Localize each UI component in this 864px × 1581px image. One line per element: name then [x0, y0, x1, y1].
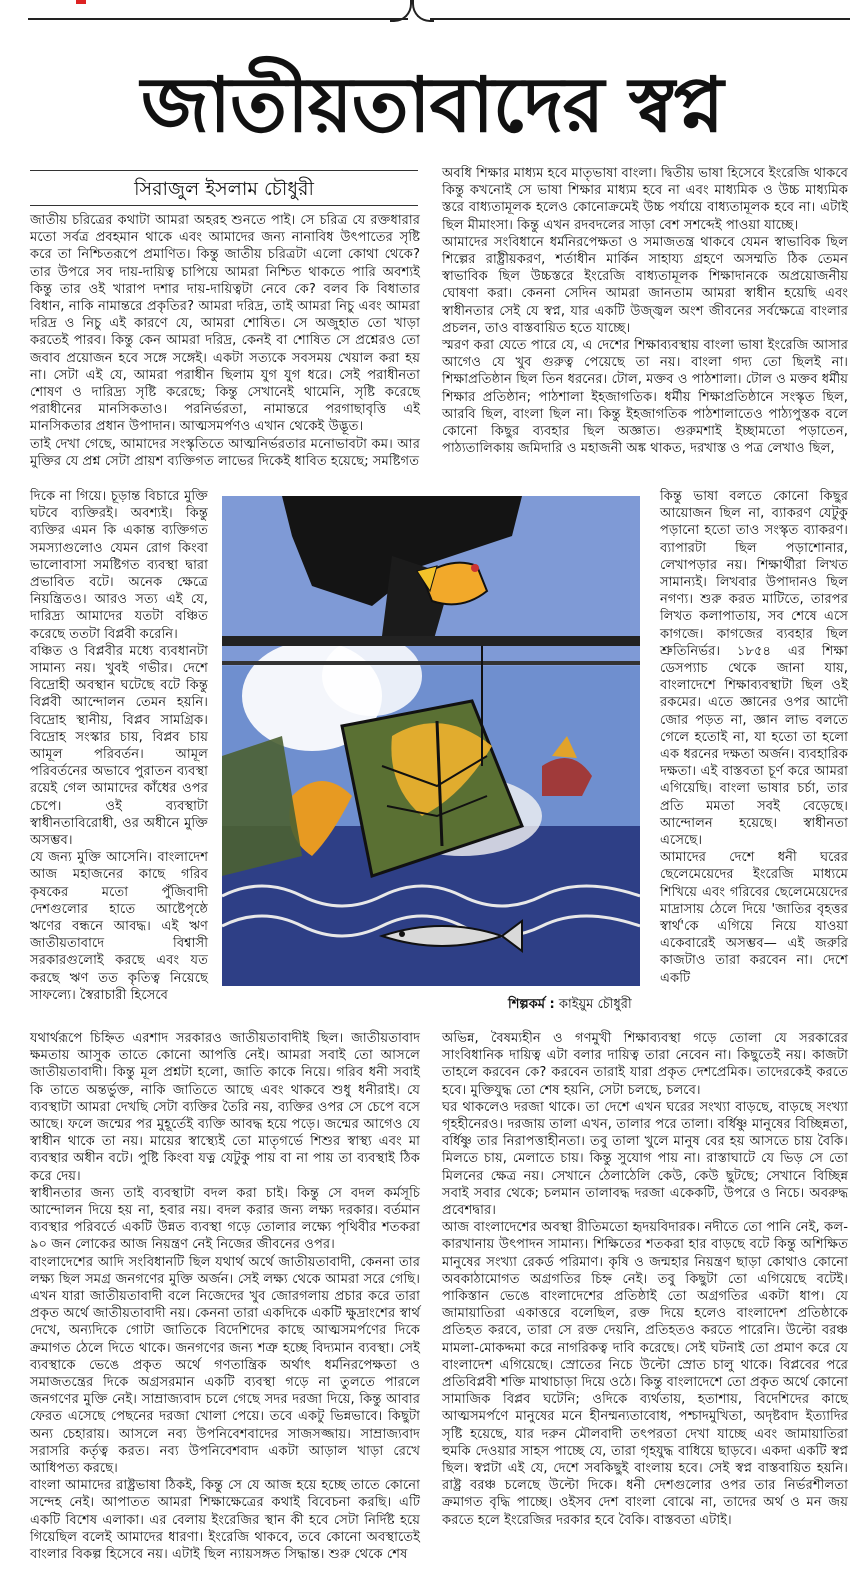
paragraph: ঘর থাকলেও দরজা থাকে। তা দেশে এখন ঘরের সংখ্যা বাড়ছে, বাড়ছে সংখ্যা গৃহহীনেরও। দরজায় তালা এখন, তালার পরে তালা। বর্ধিষ্ণু মানুষের বিচ্ছিন্নতা, বর্ধিষ্ণু তার নিরাপত্তাহীনতা। তবু তালা খুলে মানুষ বের হয় আসতে চায় বৈকি। মিলতে চায়, মেলাতে চায়। কিন্তু সুযোগ পায় না। রাস্তাঘাটে যে ভিড় সে তো মিলনের ক্ষেত্র নয়। সেখানে ঠেলাঠেলি কেউ, কেউ ছুটছে; সেখানে বিচ্ছিন্ন সবাই সবার থেকে; চলমান তালাবদ্ধ দরজা একেকটি, উপরে ও নিচে। অবরুদ্ধ প্রবেশদ্বার।: [442, 1099, 848, 1219]
artwork-caption: [508, 996, 632, 1014]
byline-rule-top: [30, 170, 418, 171]
paragraph: বাংলা আমাদের রাষ্ট্রভাষা ঠিকই, কিন্তু সে যে আজ হয়ে হচ্ছে তাতে কোনো সন্দেহ নেই। আপাতত আমরা শিক্ষাক্ষেত্রের কথাই বিবেচনা করছি। এটি একটি বিশেষ এলাকা। এর বেলায় ইংরেজির স্থান কী হবে সেটা নির্দিষ্ট হয়ে গিয়েছিল বলেই আমাদের ধারণা। ইংরেজি থাকবে, তবে কোনো অবস্থাতেই বাংলার বিকল্প হিসেবে নয়। এটাই ছিল ন্যায়সঙ্গত সিদ্ধান্ত। শুরু থেকে শেষ: [30, 1478, 420, 1563]
caption-label: শিল্পকর্ম :: [508, 997, 555, 1012]
right-column-narrow: [660, 488, 848, 987]
artwork-painting: [222, 496, 640, 986]
author-byline: সিরাজুল ইসলাম চৌধুরী: [134, 178, 314, 200]
paragraph: অবধি শিক্ষার মাধ্যম হবে মাতৃভাষা বাংলা। দ্বিতীয় ভাষা হিসেবে ইংরেজি থাকবে কিন্তু কখনোই সে ভাষা শিক্ষার মাধ্যম হবে না এবং মাধ্যমিক ও উচ্চ মাধ্যমিক স্তরে বাধ্যতামূলক হলেও কোনোক্রমেই উচ্চ পর্যায়ে বাধ্যতামূলক হবে না। এটাই ছিল মীমাংসা। কিন্তু এখন রদবদলের সাড়া বেশ সশব্দেই পাওয়া যাচ্ছে।: [442, 166, 848, 233]
paragraph: বাংলাদেশের আদি সংবিধানটি ছিল যথার্থ অর্থে জাতীয়তাবাদী, কেননা তার লক্ষ্য ছিল সমগ্র জনগণের মুক্তি অর্জন। সেই লক্ষ্য থেকে আমরা সরে গেছি। এখন যারা জাতীয়তাবাদী বলে নিজেদের খুব জোরগলায় প্রচার করে তারা প্রকৃত অর্থে জাতীয়তাবাদী নয়। কেননা তারা একদিকে একটি ক্ষুদ্রাংশের স্বার্থ দেখে, অন্যদিকে গোটা জাতিকে বিদেশিদের কাছে আত্মসমর্পণের দিকে ক্রমাগত ঠেলে দিতে থাকে। জনগণের জন্য শত্রু হচ্ছে বিদ্যমান ব্যবস্থা। সেই ব্যবস্থাকে ভেঙে প্রকৃত অর্থে গণতান্ত্রিক অর্থাৎ ধর্মনিরপেক্ষতা ও সমাজতন্ত্রের দিকে অগ্রসরমান একটি ব্যবস্থা গড়ে না তুলতে পারলে জনগণের মুক্তি নেই। সাম্রাজ্যবাদ চলে গেছে সদর দরজা দিয়ে, কিন্তু আবার ফেরত এসেছে পেছনের দরজা খোলা পেয়ে। তবে একটু ভিন্নভাবে। কিছুটা অন্য চেহারায়। আসলে নব্য উপনিবেশবাদের সাজসজ্জায়। সাম্রাজ্যবাদ সরাসরি কর্তৃত্ব করত। নব্য উপনিবেশবাদ একটা আড়াল খাড়া রেখে আধিপত্য করছে।: [30, 1254, 420, 1477]
left-column-narrow: [30, 488, 208, 1004]
paragraph: আমাদের সংবিধানে ধর্মনিরপেক্ষতা ও সমাজতন্ত্র থাকবে যেমন স্বাভাবিক ছিল শিল্পের রাষ্ট্রীয়করণ, শর্তাধীন মার্কিন সাহায্য গ্রহণে অসম্মতি ঠিক তেমন স্বাভাবিক ছিল উচ্চস্তরে ইংরেজি বাধ্যতামূলক শিক্ষাদানকে অপ্রয়োজনীয় ঘোষণা করা। কেননা সেদিন আমরা জানতাম আমরা স্বাধীন হয়েছি এবং স্বাধীনতার সেই যে স্বপ্ন, যার একটি উজ্জ্বল অংশ জীবনের সর্বক্ষেত্রে বাংলার প্রচলন, তাও বাস্তবায়িত হতে যাচ্ছে।: [442, 234, 848, 336]
paragraph: আমাদের দেশে ধনী ঘরের ছেলেমেয়েদের ইংরেজি মাধ্যমে শিখিয়ে এবং গরিবের ছেলেমেয়েদের মাদ্রাসায় ঠেলে দিয়ে 'জাতির বৃহত্তর স্বার্থ'কে এগিয়ে নিয়ে যাওয়া একেবারেই অসম্ভব— এই জরুরি কাজটাও তারা করবেন না। দেশে একটি: [660, 850, 848, 986]
paragraph: দিকে না গিয়ে। চূড়ান্ত বিচারে মুক্তি ঘটবে ব্যক্তিরই। অবশ্যই। কিন্তু ব্যক্তির এমন কি একান্ত ব্যক্তিগত সমস্যাগুলোও যেমন রোগ কিংবা ভালোবাসা সমষ্টিগত ব্যবস্থা দ্বারা প্রভাবিত বটে। অনেক ক্ষেত্রে নিয়ন্ত্রিতও। আরও সত্য এই যে, দারিদ্র্য আমাদের যতটা বঞ্চিত করেছে ততটা বিপ্লবী করেনি।: [30, 489, 208, 642]
paragraph: যথার্থরূপে চিহ্নিত এরশাদ সরকারও জাতীয়তাবাদীই ছিল। জাতীয়তাবাদ ক্ষমতায় আসুক তাতে কোনো আপত্তি নেই। আমরা সবাই তো আসলে জাতীয়তাবাদী। কিন্তু মূল প্রশ্নটা হলো, জাতি কাকে নিয়ে। গরিব ধনী সবাই কি তাতে অন্তর্ভুক্ত, নাকি জাতিতে আছে এবং থাকবে শুধু ধনীরাই। যে ব্যবস্থাটা আমরা দেখছি সেটা ব্যক্তির তৈরি নয়, ব্যক্তির ওপর সে চেপে বসে আছে। ফলে জন্মের পর মুহূর্তেই ব্যক্তি আবদ্ধ হয়ে পড়ে। জন্মের আগেও যে স্বাধীন থাকে তা নয়। মায়ের স্বাস্থ্যেই তো মাতৃগর্ভে শিশুর স্বাস্থ্য এবং মা ব্যবস্থার অধীন বটে। পুষ্টি কিংবা যত্ন যেটুকু পায় বা না পায় তা ব্যবস্থাই ঠিক করে দেয়।: [30, 1031, 420, 1184]
painting-illustration: [222, 496, 640, 986]
left-column-top: [30, 212, 420, 470]
paragraph: তাই দেখা গেছে, আমাদের সংস্কৃতিতে আত্মনির্ভরতার মনোভাবটা কম। আর মুক্তির যে প্রশ্ন সেটা প্রায়শ ব্যক্তিগত লাভের দিকেই ধাবিত হয়েছে; সমষ্টিগত: [30, 436, 420, 469]
paragraph: স্মরণ করা যেতে পারে যে, এ দেশের শিক্ষাব্যবস্থায় বাংলা ভাষা ইংরেজি আসার আগেও যে খুব গুরুত্ব পেয়েছে তা নয়। বাংলা গদ্য তো ছিলই না। শিক্ষাপ্রতিষ্ঠান ছিল তিন ধরনের। টোল, মক্তব ও পাঠশালা। টোল ও মক্তব ধর্মীয় শিক্ষার প্রতিষ্ঠান; পাঠশালা ইহজাগতিক। ধর্মীয় শিক্ষাপ্রতিষ্ঠানে সংস্কৃত ছিল, আরবি ছিল, বাংলা ছিল না। কিন্তু ইহজাগতিক পাঠশালাতেও পাঠ্যপুস্তক বলে কোনো কিছুর ব্যবহার ছিল অজ্ঞাত। গুরুমশাই ইচ্ছামতো পড়াতেন, পাঠ্যতালিকায় জমিদারি ও মহাজনী অঙ্ক থাকত, দরখাস্ত ও পত্র লেখাও ছিল,: [442, 338, 848, 457]
masthead-rule-left: [28, 18, 408, 20]
byline-rule-bottom: [30, 205, 418, 206]
right-column-bottom: [442, 1030, 848, 1529]
paragraph: কিন্তু ভাষা বলতে কোনো কিছুর আয়োজন ছিল না, ব্যাকরণ যেটুকু পড়ানো হতো তাও সংস্কৃত ব্যাকরণ। ব্যাপারটা ছিল পড়াশোনার, লেখাপড়ার নয়। শিক্ষার্থীরা লিখত সামান্যই। লিখবার উপাদানও ছিল নগণ্য। শুরু করত মাটিতে, তারপর লিখত কলাপাতায়, সব শেষে এসে কাগজে। কাগজের ব্যবহার ছিল শ্রুতিনির্ভর। ১৮৫৪ এর শিক্ষা ডেসপ্যাচ থেকে জানা যায়, বাংলাদেশে শিক্ষাব্যবস্থাটা ছিল ওই রকমের। এতে জ্ঞানের ওপর আদৌ জোর পড়ত না, জ্ঞান লাভ বলতে গেলে হতোই না, যা হতো তা হলো এক ধরনের দক্ষতা অর্জন। ব্যবহারিক দক্ষতা। এই বাস্তবতা চূর্ণ করে আমরা এগিয়েছি। বাংলা ভাষার চর্চা, তার প্রতি মমতা সবই বেড়েছে। আন্দোলন হয়েছে। স্বাধীনতা এসেছে।: [660, 489, 848, 849]
paragraph: আজ বাংলাদেশের অবস্থা রীতিমতো হৃদয়বিদারক। নদীতে তো পানি নেই, কল-কারখানায় উৎপাদন সামান্য। শিক্ষিতের শতকরা হার বাড়ছে বটে কিন্তু অশিক্ষিত মানুষের সংখ্যা রেকর্ড পরিমাণ। কৃষি ও জন্মহার নিয়ন্ত্রণ ছাড়া কোথাও কোনো অবকাঠামোগত অগ্রগতির চিহ্ন নেই। তবু কিছুটা তো এগিয়েছে বটেই। পাকিস্তান ভেঙে বাংলাদেশের প্রতিষ্ঠাই তো অগ্রগতির একটা ধাপ। যে জামায়াতিরা একাত্তরে বলেছিল, রক্ত দিয়ে হলেও বাংলাদেশ প্রতিষ্ঠাকে প্রতিহত করবে, তারা সে রক্ত দেয়নি, প্রতিহতও করতে পারেনি। উল্টো বরঞ্চ মামলা-মোকদ্দমা করে নাগরিকত্ব দাবি করেছে। সেই ঘটনাই তো প্রমাণ করে যে বাংলাদেশ এগিয়েছে। স্রোতের নিচে উল্টো স্রোত চালু থাকে। বিপ্লবের পরে প্রতিবিপ্লবী শক্তি মাথাচাড়া দিয়ে ওঠে। কিন্তু বাংলাদেশে তো প্রকৃত অর্থে কোনো সামাজিক বিপ্লব ঘটেনি; ওদিকে ব্যর্থতায়, হতাশায়, বিদেশিদের কাছে আত্মসমর্পণে মানুষের মনে হীনম্মন্যতাবোধ, পশ্চাদমুখিতা, অদৃষ্টবাদ ইত্যাদির সৃষ্টি হয়েছে, যার দরুন মৌলবাদী তৎপরতা দেখা যাচ্ছে এবং জামায়াতিরা হুমকি দেওয়ার সাহস পাচ্ছে যে, তারা গৃহযুদ্ধ বাধিয়ে ছাড়বে। একদা একটি স্বপ্ন ছিল। স্বপ্নটা এই যে, দেশে সবকিছুই বাংলায় হবে। সেই স্বপ্ন বাস্তবায়িত হয়নি। রাষ্ট্র বরঞ্চ চলেছে উল্টো দিকে। ধনী দেশগুলোর ওপর তার নির্ভরশীলতা ক্রমাগত বৃদ্ধি পাচ্ছে। ওইসব দেশ বাংলা বোঝে না, তাদের অর্থ ও মন জয় করতে হলে ইংরেজির দরকার হবে বৈকি। বাস্তবতা এটাই।: [442, 1220, 848, 1528]
right-column-top: [442, 165, 848, 457]
masthead-red-mark: [76, 0, 86, 4]
masthead-curve-left: [390, 0, 412, 22]
caption-artist: কাইয়ুম চৌধুরী: [558, 997, 632, 1012]
paragraph: অভিন্ন, বৈষম্যহীন ও গণমুখী শিক্ষাব্যবস্থা গড়ে তোলা যে সরকারের সাংবিধানিক দায়িত্ব এটা বলার দায়িত্ব তারা নেবেন না। কিছুতেই নয়। কাজটা তাহলে করবেন কে? করবেন তারাই যারা প্রকৃত দেশপ্রেমিক। তাদেরকেই করতে হবে। মুক্তিযুদ্ধ তো শেষ হয়নি, সেটা চলছে, চলবে।: [442, 1031, 848, 1098]
paragraph: যে জন্য মুক্তি আসেনি। বাংলাদেশ আজ মহাজনের কাছে গরিব কৃষকের মতো পুঁজিবাদী দেশগুলোর হাতে আষ্টেপৃষ্ঠে ঋণের বন্ধনে আবদ্ধ। এই ঋণ জাতীয়তাবাদে বিশ্বাসী সরকারগুলোই করছে এবং যত করছে ঋণ তত কৃতিত্ব নিয়েছে সাফল্যে। স্বৈরাচারী হিসেবে: [30, 850, 208, 1003]
masthead-rule-right: [430, 18, 850, 20]
left-column-bottom: [30, 1030, 420, 1563]
article-headline: জাতীয়তাবাদের স্বপ্ন: [141, 60, 723, 149]
paragraph: জাতীয় চরিত্রের কথাটা আমরা অহরহ শুনতে পাই। সে চরিত্র যে রক্তধারার মতো সর্বত্র প্রবহমান থাকে এবং আমাদের জন্য নানাবিধ উৎপাতের সৃষ্টি করে তা নিশ্চিতরূপে প্রমাণিত। কিন্তু জাতীয় চরিত্রটা এলো কোথা থেকে? তার উপরে সব দায়-দায়িত্ব চাপিয়ে আমরা নিশ্চিত থাকতে পারি অবশ্যই কিন্তু তার ওই খারাপ দশার দায়-দায়িত্বটা নেবে কে? বলব কি বিধাতার বিধান, নাকি নামান্তরে প্রকৃতির? আমরা দরিদ্র, তাই আমরা নিচু এবং আমরা দরিদ্র ও নিচু এই কারণে যে, আমরা শোষিত। সে অজুহাত তো খাড়া করতেই পারব। কিন্তু কেন আমরা দরিদ্র, কেনই বা শোষিত সে প্রশ্নেরও তো জবাব প্রয়োজন হবে সঙ্গে সঙ্গেই। একটা সত্যকে সবসময় খেয়াল করা হয় না। সেটা এই যে, আমরা পরাধীন ছিলাম যুগ যুগ ধরে। সেই পরাধীনতা শোষণ ও দারিদ্র্য সৃষ্টি করেছে; কিন্তু সেখানেই থামেনি, সৃষ্টি করেছে পরাধীনের মানসিকতাও। পরনির্ভরতা, নামান্তরে পরগাছাবৃত্তি এই মানসিকতার প্রধান উপাদান। আত্মসমর্পণও এখান থেকেই উদ্ভূত।: [30, 213, 420, 435]
paragraph: বঞ্চিত ও বিপ্লবীর মধ্যে ব্যবধানটা সামান্য নয়। খুবই গভীর। দেশে বিদ্রোহী অবস্থান ঘটেছে বটে কিন্তু বিপ্লবী আন্দোলন তেমন হয়নি। বিদ্রোহ স্থানীয়, বিপ্লব সামগ্রিক। বিদ্রোহ সংস্কার চায়, বিপ্লব চায় আমূল পরিবর্তন। আমূল পরিবর্তনের অভাবে পুরাতন ব্যবস্থা রয়েই গেল আমাদের কাঁধের ওপর চেপে। ওই ব্যবস্থাটা স্বাধীনতাবিরোধী, ওর অধীনে মুক্তি অসম্ভব।: [30, 643, 208, 849]
paragraph: স্বাধীনতার জন্য তাই ব্যবস্থাটা বদল করা চাই। কিন্তু সে বদল কর্মসূচি আন্দোলন দিয়ে হয় না, হবার নয়। বদল করার জন্য লক্ষ্য দরকার। বর্তমান ব্যবস্থার পরিবর্তে একটি উন্নত ব্যবস্থা গড়ে তোলার লক্ষ্যে পৃথিবীর শতকরা ৯০ জন লোকের আজ নিয়ন্ত্রণ নেই নিজের জীবনের ওপর।: [30, 1185, 420, 1253]
